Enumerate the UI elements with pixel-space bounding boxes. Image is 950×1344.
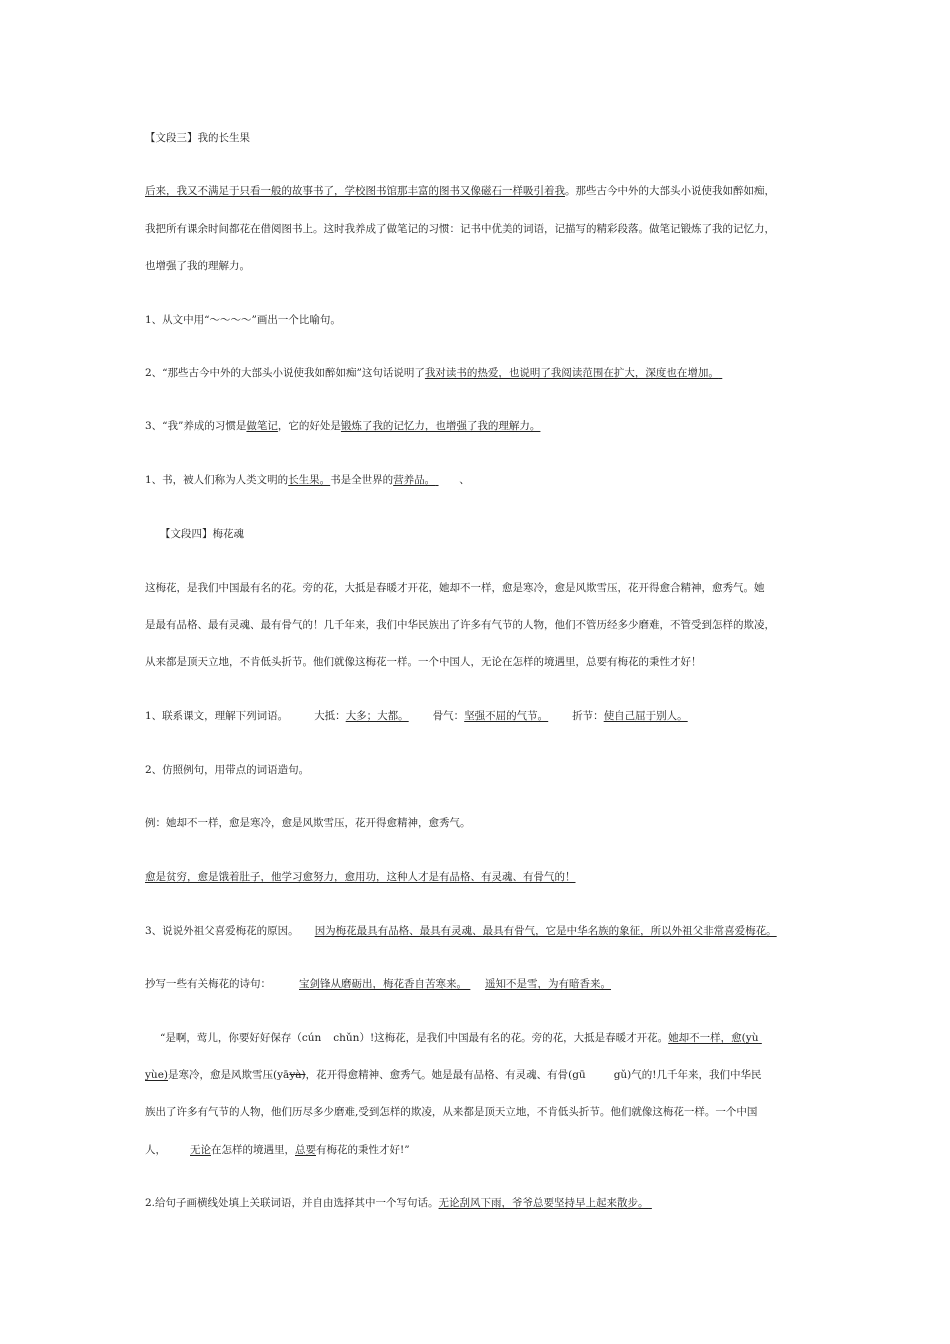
sec5-line1 <box>160 1031 776 1045</box>
sec3-paragraph-line2: 我把所有课余时间都花在借阅图书上。这时我养成了做笔记的习惯：记书中优美的词语，记描写的精彩段落。做笔记锻炼了我的记忆力， <box>145 223 775 235</box>
sec4-poem-line <box>145 977 611 991</box>
sec3-q2-text: 2、“那些古今中外的大部头小说使我如醉如痴”这句话说明了 <box>145 367 425 379</box>
section3-title: 【文段三】我的长生果 <box>145 132 250 144</box>
sec4-q1-answer2: 坚强不屈的气节。 <box>464 710 549 722</box>
sec4-question3 <box>145 924 777 938</box>
sec5-l2-part2: ，花开得愈精神、愈秀气。她是最有品格、有灵魂、有骨(gū <box>305 1069 586 1081</box>
sec5-q-answer: 无论刮风下雨，爷爷总要坚持早上起来散步。 <box>438 1197 649 1209</box>
sec3-q4-answer1: 长生果。 <box>288 474 331 486</box>
sec5-l1-part2: chǔn）!这梅花，是我们中国最有名的花。旁的花，大抵是春暖才开花。 <box>333 1032 669 1044</box>
sec3-paragraph-line1 <box>145 184 775 198</box>
sec3-q3-answer2: 锻炼了我的记忆力，也增强了我的理解力。 <box>340 420 541 432</box>
sec5-l2-underlined: yùe) <box>145 1069 169 1081</box>
sec5-question <box>145 1196 655 1210</box>
sec4-paragraph-line1: 这梅花，是我们中国最有名的花。旁的花，大抵是春暖才开花，她却不一样，愈是寒冷，愈是风欺雪压，花开得愈合精神，愈秀气。她 <box>145 582 765 594</box>
sec3-paragraph-line3: 也增强了我的理解力。 <box>145 260 250 272</box>
sec3-q2-answer: 我对读书的热爱，也说明了我阅读范围在扩大，深度也在增加。 <box>424 367 719 379</box>
sec3-q4-text2: 书是全世界的 <box>330 474 394 486</box>
sec4-paragraph-line3: 从来都是顶天立地，不肯低头折节。他们就像这梅花一样。一个中国人，无论在怎样的境遇里，总要有梅花的秉性才好！ <box>145 656 702 668</box>
sec4-q3-text: 3、说说外祖父喜爱梅花的原因。 <box>145 925 299 937</box>
sec4-poem-prompt: 抄写一些有关梅花的诗句： <box>145 978 271 990</box>
sec3-question2 <box>145 366 735 380</box>
sec5-l2-struck: yà) <box>289 1069 306 1081</box>
sec3-q4-text: 1、书，被人们称为人类文明的 <box>145 474 289 486</box>
sec5-l4-part3: 有梅花的秉性才好!” <box>316 1144 410 1156</box>
sec4-q1-term1: 大抵： <box>314 710 346 722</box>
sec4-poem-answer1: 宝剑锋从磨砺出，梅花香自苦寒来。 <box>299 978 467 990</box>
sec5-line3: 族出了许多有气节的人物，他们历尽多少磨难,受到怎样的欺凌，从来都是顶天立地，不肯低头折节。他们就像这梅花一样。一个中国 <box>145 1106 758 1118</box>
sec3-q3-text: 3、“我”养成的习惯是 <box>145 420 247 432</box>
sec3-question3 <box>145 419 540 433</box>
sec5-line2 <box>145 1068 762 1082</box>
sec5-l4-part2: 在怎样的境遇里， <box>211 1144 295 1156</box>
sec5-l1-underlined: 她却不一样，愈(yù <box>668 1032 759 1044</box>
sec5-l4-answer1: 无论 <box>190 1144 211 1156</box>
sec3-q4-answer2: 营养品。 <box>393 474 436 486</box>
sec5-q-text: 2.给句子画横线处填上关联词语，并自由选择其中一个写句话。 <box>145 1197 439 1209</box>
sec4-q1-answer1: 大多；大都。 <box>345 710 409 722</box>
sec3-q3-text2: ，它的好处是 <box>277 420 341 432</box>
sec4-example: 例：她却不一样，愈是寒冷，愈是风欺雪压，花开得愈精神，愈秀气。 <box>145 817 471 829</box>
section4-title: 【文段四】梅花魂 <box>160 528 244 540</box>
sec3-question1: 1、从文中用“～～～～”画出一个比喻句。 <box>145 314 341 326</box>
sec5-l1-part1: “是啊，莺儿，你要好好保存（cún <box>160 1032 322 1044</box>
sec3-q3-answer1: 做笔记 <box>246 420 278 432</box>
sec5-l4-part1: 人， <box>145 1144 166 1156</box>
sec4-paragraph-line2: 是最有品格、最有灵魂、最有骨气的！几千年来，我们中华民族出了许多有气节的人物，他们不管历经多少磨难，不管受到怎样的欺凌， <box>145 619 775 631</box>
sec3-p1-rest: 。那些古今中外的大部头小说使我如醉如痴， <box>565 185 775 197</box>
sec5-l2-part3: gǔ)气的!几千年来，我们中华民 <box>613 1069 762 1081</box>
sec4-q3-answer: 因为梅花最具有品格、最具有灵魂、最具有骨气，它是中华名族的象征，所以外祖父非常喜爱梅花。 <box>314 925 777 937</box>
sec4-q1-answer3: 使自己屈于别人。 <box>603 710 688 722</box>
sec4-q1-term3: 折节： <box>572 710 604 722</box>
sec3-q4-text3: 、 <box>459 474 470 486</box>
sec5-l4-answer2: 总要 <box>295 1144 316 1156</box>
sec4-q1-text: 1、联系课文，理解下列词语。 <box>145 710 289 722</box>
sec3-simile-underline: 后来，我又不满足于只看一般的故事书了，学校图书馆那丰富的图书又像磁石一样吸引着我 <box>145 185 565 197</box>
sec3-question4 <box>145 473 470 487</box>
sec4-poem-answer2: 遥知不是雪，为有暗香来。 <box>485 978 611 990</box>
sec4-question1 <box>145 709 688 723</box>
sec5-line4 <box>145 1143 410 1157</box>
sec4-question2: 2、仿照例句，用带点的词语造句。 <box>145 764 310 776</box>
sec5-l2-part1: 是寒冷，愈是风欺雪压(yā <box>168 1069 290 1081</box>
sec4-example-answer: 愈是贫穷，愈是饿着肚子，他学习愈努力，愈用功，这种人才是有品格、有灵魂、有骨气的！ <box>145 871 576 883</box>
sec4-q1-term2: 骨气： <box>432 710 465 722</box>
sec5-l4-blank1 <box>180 1144 211 1156</box>
